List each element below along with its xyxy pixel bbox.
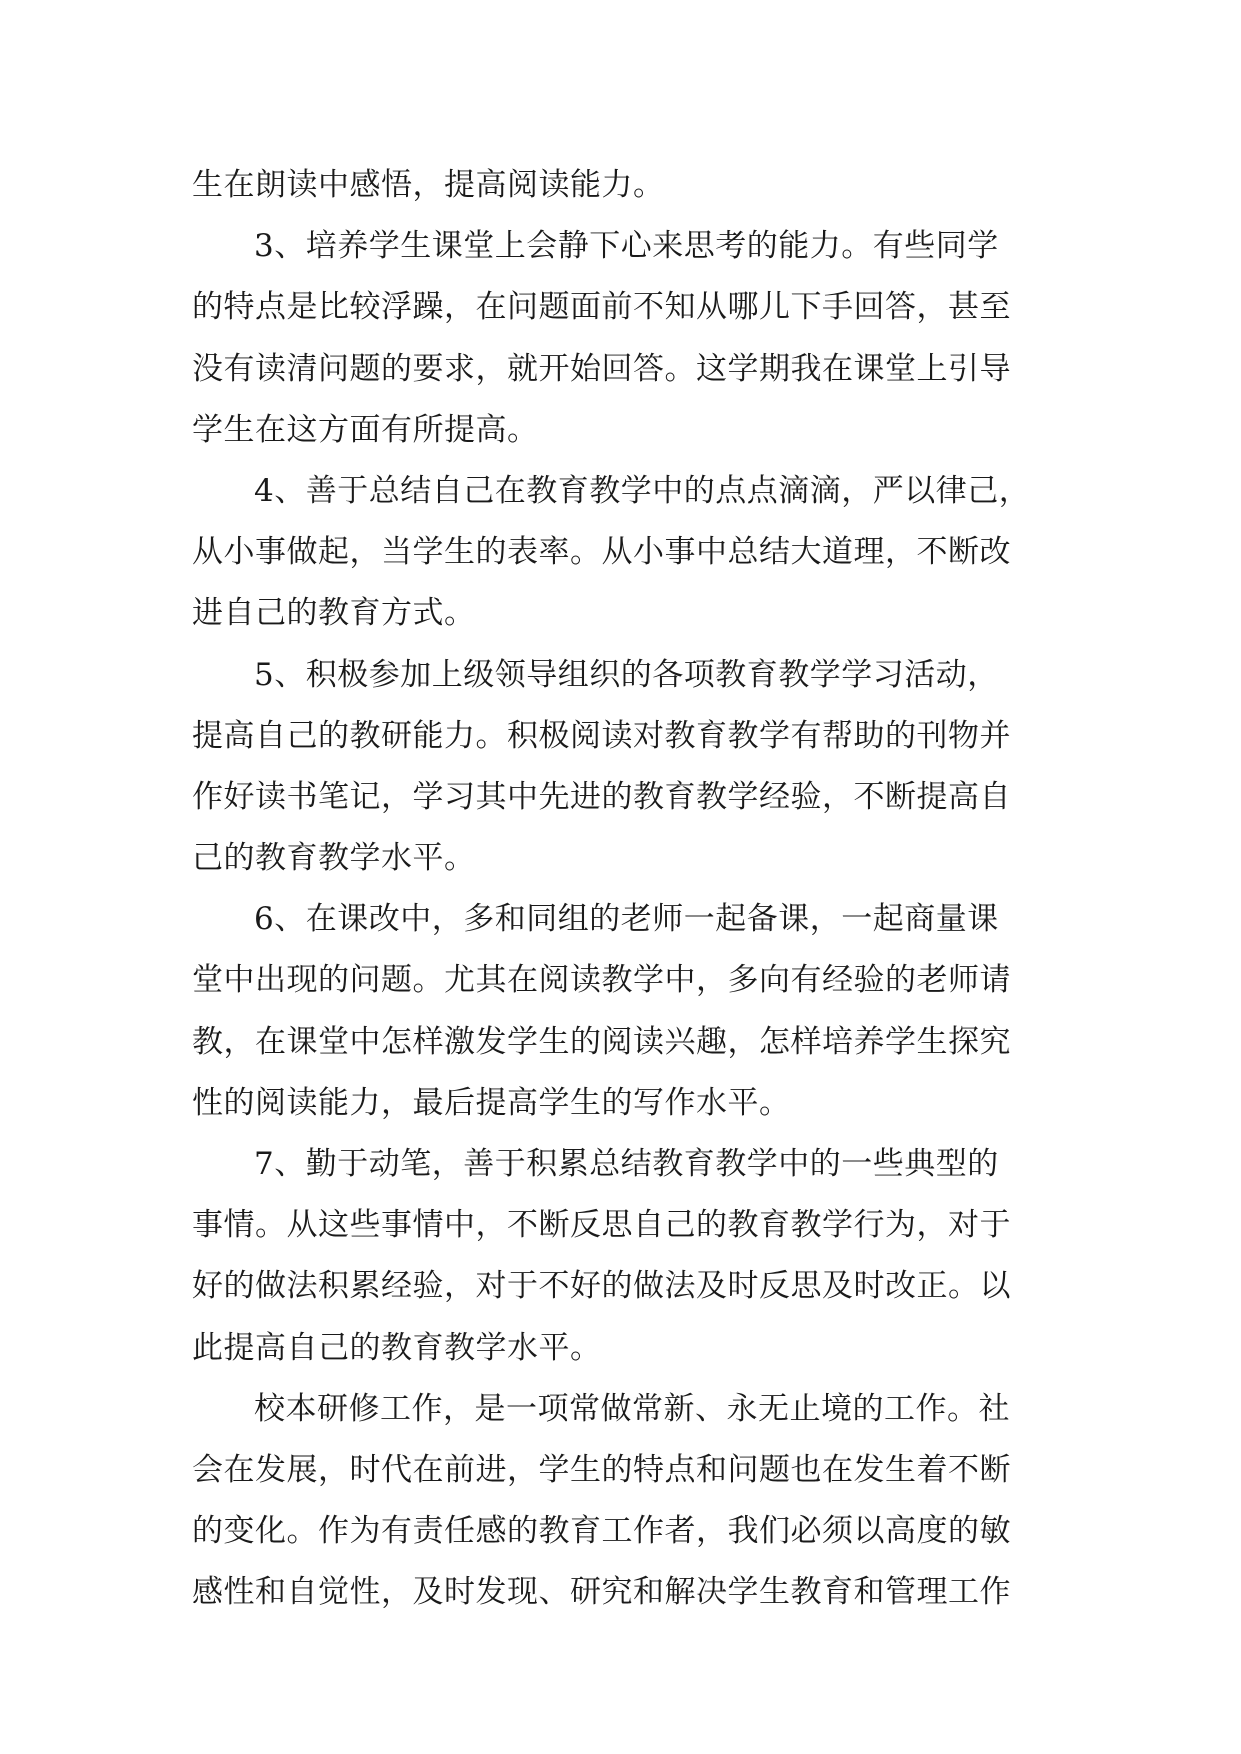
paragraph-item-3 — [192, 216, 1052, 461]
text-line: 会在发展，时代在前进，学生的特点和问题也在发生着不断 — [192, 1451, 1011, 1488]
text-line: 6、在课改中，多和同组的老师一起备课，一起商量课 — [254, 901, 999, 938]
text-line: 没有读清问题的要求，就开始回答。这学期我在课堂上引导 — [192, 350, 1011, 387]
text-line: 事情。从这些事情中，不断反思自己的教育教学行为，对于 — [192, 1207, 1011, 1244]
text-line: 4、善于总结自己在教育教学中的点点滴滴，严以律己， — [254, 472, 1031, 509]
text-line: 进自己的教育方式。 — [192, 595, 476, 632]
text-line: 的变化。作为有责任感的教育工作者，我们必须以高度的敏 — [192, 1513, 1011, 1550]
text-line: 从小事做起，当学生的表率。从小事中总结大道理，不断改 — [192, 534, 1011, 571]
body-text — [192, 155, 1052, 1624]
paragraph-item-6 — [192, 889, 1052, 1134]
text-line: 5、积极参加上级领导组织的各项教育教学学习活动， — [254, 656, 999, 693]
text-line: 7、勤于动笔，善于积累总结教育教学中的一些典型的 — [254, 1146, 999, 1182]
text-line: 此提高自己的教育教学水平。 — [192, 1329, 602, 1366]
text-line: 生在朗读中感悟，提高阅读能力。 — [192, 167, 665, 203]
text-line: 堂中出现的问题。尤其在阅读教学中，多向有经验的老师请 — [192, 962, 1011, 999]
text-line: 好的做法积累经验，对于不好的做法及时反思及时改正。以 — [192, 1268, 1011, 1305]
text-line: 己的教育教学水平。 — [192, 840, 476, 877]
text-line: 教，在课堂中怎样激发学生的阅读兴趣，怎样培养学生探究 — [192, 1023, 1011, 1060]
paragraph-item-7 — [192, 1134, 1052, 1379]
paragraph-item-4 — [192, 461, 1052, 645]
paragraph-conclusion — [192, 1379, 1052, 1624]
text-line: 3、培养学生课堂上会静下心来思考的能力。有些同学 — [254, 228, 999, 265]
text-line: 的特点是比较浮躁，在问题面前不知从哪儿下手回答，甚至 — [192, 289, 1011, 326]
text-line: 校本研修工作，是一项常做常新、永无止境的工作。社 — [254, 1390, 1010, 1427]
text-line: 性的阅读能力，最后提高学生的写作水平。 — [192, 1084, 791, 1121]
text-line: 感性和自觉性，及时发现、研究和解决学生教育和管理工作 — [192, 1574, 1011, 1611]
paragraph-item-5 — [192, 645, 1052, 890]
paragraph-continuation — [192, 155, 1052, 216]
text-line: 学生在这方面有所提高。 — [192, 411, 539, 448]
text-line: 作好读书笔记，学习其中先进的教育教学经验，不断提高自 — [192, 778, 1011, 815]
text-line: 提高自己的教研能力。积极阅读对教育教学有帮助的刊物并 — [192, 717, 1011, 754]
